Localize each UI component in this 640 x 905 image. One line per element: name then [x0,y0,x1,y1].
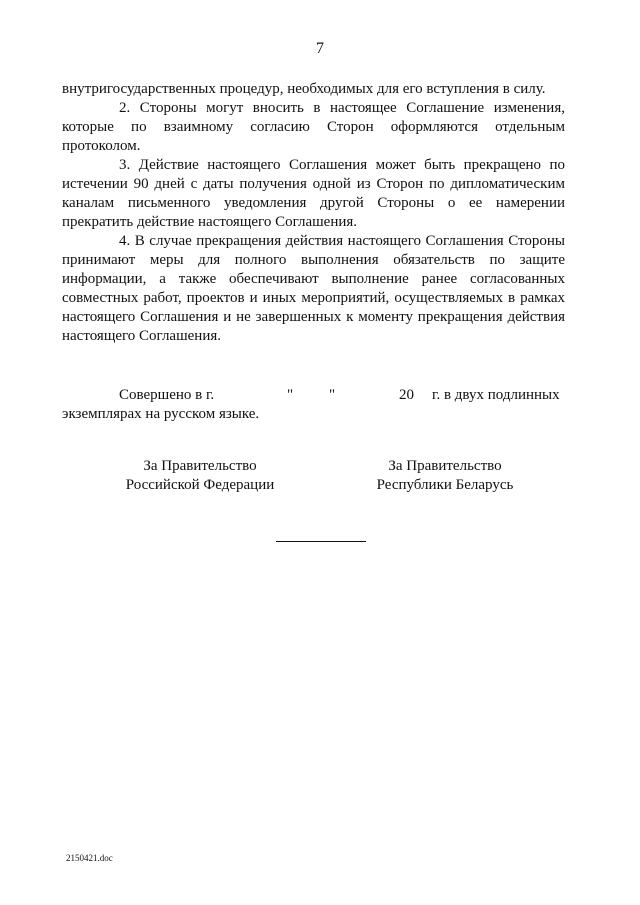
completion-done-in: Совершено в г. [119,387,215,403]
signature-russia [105,457,295,495]
signature-belarus-line-2: Республики Беларусь [376,477,514,493]
document-body [62,80,565,346]
paragraph-4: 4. В случае прекращения действия настоящего Соглашения Стороны принимают меры для полного выполнения обязательств по защите информации, а также обеспечивают выполнение ранее согласованных совместных работ, проектов и иных мероприятий, осуществляемых в рамках настоящего Соглашения и не завершенных к моменту прекращения действия настоящего Соглашения. [62,233,565,344]
paragraph-3: 3. Действие настоящего Соглашения может быть прекращено по истечении 90 дней с даты получения одной из Сторон по дипломатическим каналам письменного уведомления другой Стороны о ее намерении прекратить действие настоящего Соглашения. [62,157,565,230]
signature-belarus-line-1: За Правительство [388,458,502,474]
completion-year-prefix: 20 [399,387,414,403]
completion-quote-close: " [329,387,336,403]
signature-belarus [350,457,540,495]
completion-quote-open: " [287,387,294,403]
completion-tail: г. в двух подлинных [432,387,560,403]
completion-clause [62,386,565,422]
paragraph-continuation: внутригосударственных процедур, необходимых для его вступления в силу. [62,81,546,97]
end-rule [276,541,366,542]
page-number: 7 [316,40,324,57]
document-id: 2150421.doc [66,853,113,863]
signature-russia-line-2: Российской Федерации [125,477,275,493]
completion-line-2: экземплярах на русском языке. [62,406,260,422]
signature-russia-line-1: За Правительство [143,458,257,474]
paragraph-2: 2. Стороны могут вносить в настоящее Соглашение изменения, которые по взаимному согласию Сторон оформляются отдельным протоколом. [62,100,565,154]
